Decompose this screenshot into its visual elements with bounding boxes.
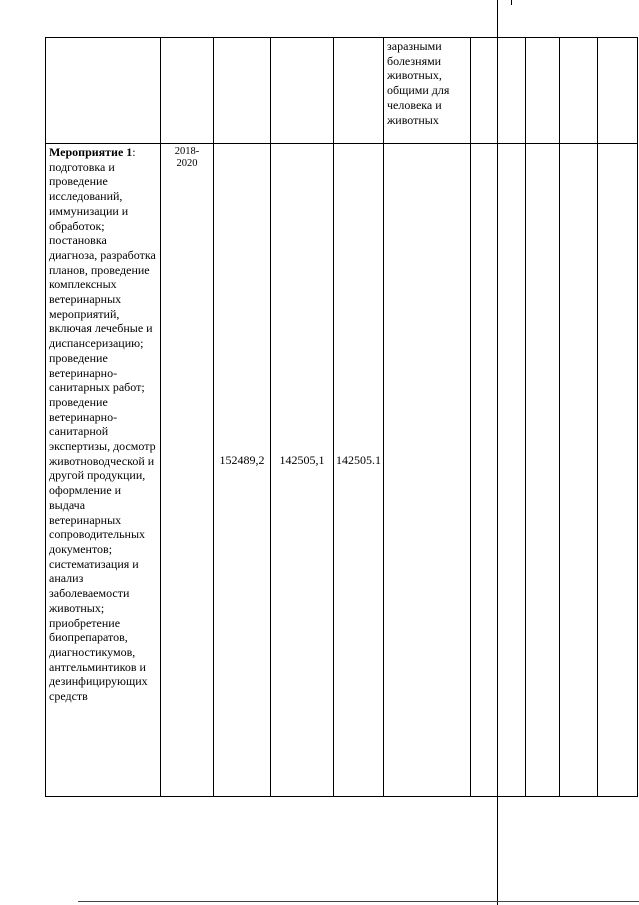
- amount-cell-1: [214, 144, 271, 797]
- table-cell: [560, 144, 598, 797]
- table-cell: [471, 144, 498, 797]
- table-cell: [214, 38, 271, 144]
- activity-text: подготовка и проведение исследований, иммунизации и обработок; постановка диагноза, разработка планов, проведение комплексных ветеринарных мероприятий, включая лечебные и диспансеризацию; проведение ветеринарно-санитарных работ; проведение ветеринарно-санитарной экспертизы, досмотр животноводческой и другой продукции, оформление и выдача ветеринарных сопроводительных документов; систематизация и анализ заболеваемости животных; приобретение биопрепаратов, диагностикумов, антгельминтиков и дезинфицирующих средств: [49, 159, 156, 704]
- table-cell: [384, 144, 471, 797]
- table-cell: [598, 144, 638, 797]
- amount-cell-3: [334, 144, 384, 797]
- table-cell: [271, 38, 334, 144]
- table-cell: [498, 144, 526, 797]
- table-cell: [560, 38, 598, 144]
- years-cell: [161, 144, 214, 797]
- disease-cell: [384, 38, 471, 144]
- program-table: [45, 37, 638, 797]
- years-text: 2018-2020: [174, 146, 200, 169]
- amount-1: 152489,2: [219, 452, 265, 467]
- table-cell: [598, 38, 638, 144]
- activity-colon: :: [132, 145, 136, 159]
- disease-text-value: заразными болезнями животных, общими для человека и животных: [387, 39, 450, 127]
- amount-2: 142505,1: [279, 452, 325, 467]
- table-cell: [161, 38, 214, 144]
- activity-title: Мероприятие 1: [49, 145, 133, 159]
- scan-bottom-line: [78, 901, 639, 902]
- table-row: [46, 144, 638, 797]
- table-cell: [471, 38, 498, 144]
- table-cell: [526, 38, 560, 144]
- table-cell: [498, 38, 526, 144]
- table-cell: [334, 38, 384, 144]
- disease-text: [384, 38, 470, 127]
- amount-cell-2: [271, 144, 334, 797]
- activity-description: [46, 144, 160, 704]
- table-cell: [526, 144, 560, 797]
- amount-3: 142505.1: [336, 452, 381, 467]
- scan-tick-mark: [511, 0, 512, 5]
- table-cell: [46, 38, 161, 144]
- table-row: [46, 38, 638, 144]
- activity-cell: [46, 144, 161, 797]
